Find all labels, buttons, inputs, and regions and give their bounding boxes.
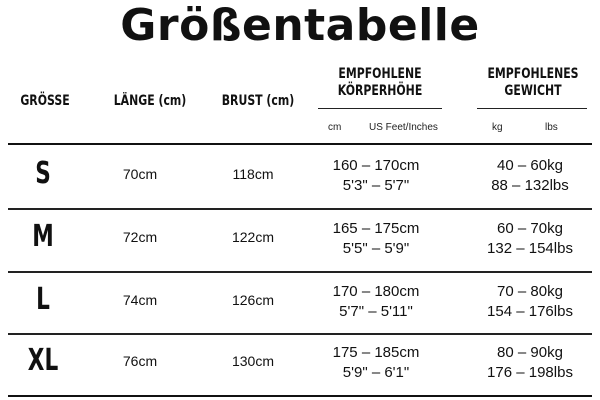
height-cm-range: 170 – 180cm	[332, 283, 420, 300]
header-weight-underline	[477, 108, 587, 109]
header-chest: BRUST (cm)	[221, 93, 295, 109]
chest-value: 126cm	[231, 292, 275, 308]
header-height-underline	[318, 108, 442, 109]
weight-lbs-range: 132 – 154lbs	[487, 240, 573, 257]
length-value: 76cm	[122, 353, 158, 369]
height-ft-range: 5'9" – 6'1"	[342, 364, 410, 381]
chest-value: 118cm	[232, 166, 274, 182]
weight-kg-range: 70 – 80kg	[497, 283, 563, 300]
table-row	[0, 146, 600, 208]
header-length: LÄNGE (cm)	[113, 93, 187, 109]
header-recommended-weight	[475, 66, 592, 100]
header-weight-line1: EMPFOHLENES	[487, 66, 579, 82]
weight-lbs-range: 154 – 176lbs	[487, 303, 573, 320]
length-value: 74cm	[122, 292, 158, 308]
length-value: 72cm	[122, 229, 158, 245]
height-cm-range: 160 – 170cm	[332, 157, 420, 174]
chest-value: 122cm	[231, 229, 275, 245]
weight-kg-range: 60 – 70kg	[497, 220, 563, 237]
weight-kg-range: 80 – 90kg	[497, 344, 563, 361]
size-label: XL	[27, 343, 59, 378]
header-size: GRÖSSE	[20, 93, 70, 109]
header-weight-line2: GEWICHT	[504, 83, 562, 99]
header-divider	[8, 143, 592, 145]
subheader-height-ft: US Feet/Inches	[369, 122, 438, 133]
subheader-height-cm: cm	[328, 122, 342, 133]
table-row	[0, 272, 600, 334]
height-cm-range: 165 – 175cm	[332, 220, 420, 237]
size-label: L	[36, 282, 50, 317]
bottom-divider	[8, 395, 592, 397]
weight-lbs-range: 176 – 198lbs	[487, 364, 573, 381]
table-row	[0, 333, 600, 395]
height-ft-range: 5'7" – 5'11"	[339, 303, 413, 320]
header-height-line2: KÖRPERHÖHE	[337, 83, 423, 99]
weight-lbs-range: 88 – 132lbs	[491, 177, 569, 194]
page-title: Größentabelle	[120, 0, 480, 51]
header-height-line1: EMPFOHLENE	[338, 66, 422, 82]
size-label: S	[35, 156, 51, 191]
size-label: M	[32, 219, 54, 254]
weight-kg-range: 40 – 60kg	[497, 157, 563, 174]
length-value: 70cm	[122, 166, 158, 182]
table-row	[0, 209, 600, 271]
height-ft-range: 5'3" – 5'7"	[342, 177, 410, 194]
subheader-weight-kg: kg	[492, 122, 503, 133]
header-recommended-height	[318, 66, 443, 100]
height-cm-range: 175 – 185cm	[332, 344, 420, 361]
height-ft-range: 5'5" – 5'9"	[342, 240, 410, 257]
chest-value: 130cm	[231, 353, 275, 369]
subheader-weight-lbs: lbs	[545, 122, 558, 133]
